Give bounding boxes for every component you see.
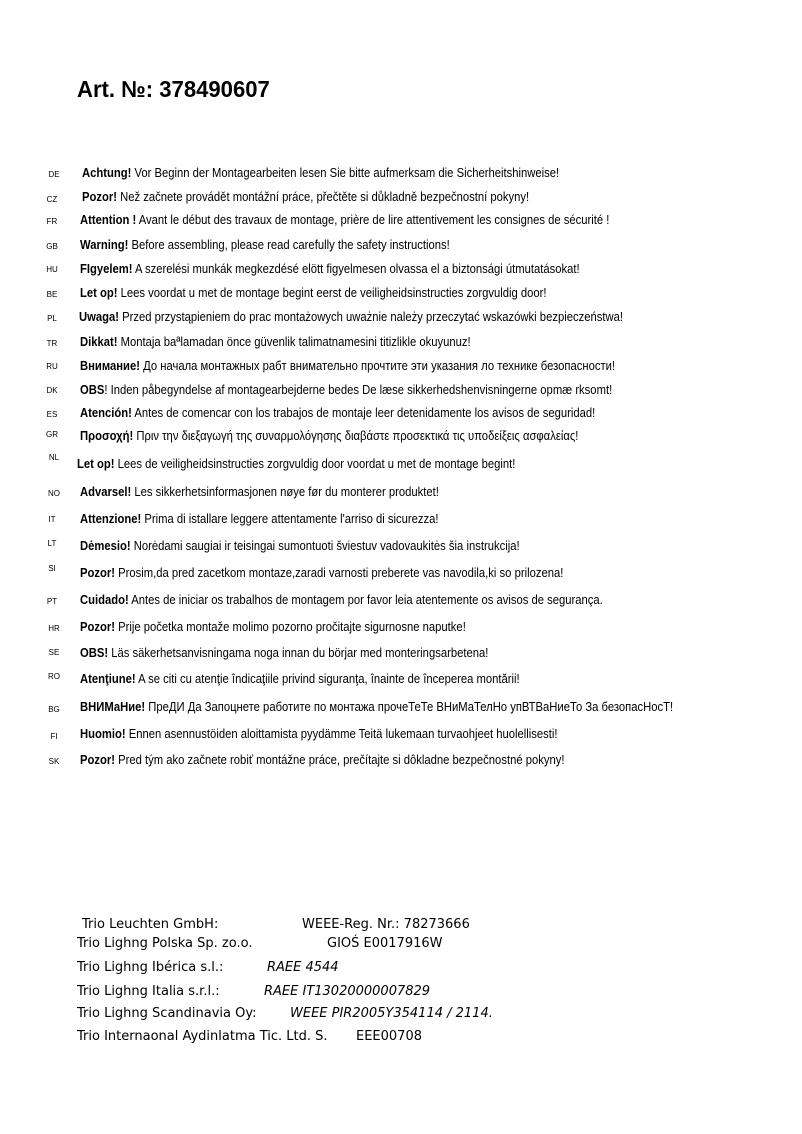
warning-text (80, 262, 580, 276)
warning-body: Prije početka montaže molimo pozorno pročitajte sigurnosne naputke! (115, 620, 466, 634)
warning-row (0, 310, 802, 330)
warning-body: Prima di istallare leggere attentamente l'arriso di sicurezza! (141, 512, 439, 526)
warning-text (79, 310, 623, 324)
warning-body: Przed przystąpieniem do prac montażowych uważnie należy przeczytać wskazówki bezpieczeństwa! (119, 310, 623, 324)
warning-row (0, 485, 802, 505)
warning-label: Atenţiune! (80, 672, 136, 686)
language-code: BE (46, 290, 58, 299)
warning-text (80, 566, 563, 580)
warning-label: Uwaga! (79, 310, 120, 324)
warning-label: Pozor! (82, 190, 118, 204)
warning-body: ПреДИ Да Запоцнете работите по монтажа прочеТеТе ВНиМаТелНо упВТВаНиеТо За безопасНосТ! (145, 700, 674, 714)
company-name: Trio Lighng Scandinavia Oy: (77, 1006, 257, 1021)
warning-text (82, 190, 529, 204)
language-code: ES (46, 410, 58, 419)
warning-label: Pozor! (80, 620, 116, 634)
warning-label: Let op! (80, 286, 118, 300)
warning-body: Lees de veiligheidsinstructies zorgvuldig door voordat u met de montage begint! (114, 457, 516, 471)
warning-body: Než začnete provádět montážní práce, přečtěte si důkladně bezpečnostní pokyny! (117, 190, 530, 204)
warning-text (80, 727, 558, 741)
warning-label: Pozor! (80, 566, 116, 580)
language-code: GB (46, 242, 58, 251)
warning-text (80, 593, 603, 607)
warning-body: Prosim,da pred zacetkom montaze,zaradi varnosti preberete vas navodila,ki so prilozena! (115, 566, 564, 580)
warning-label: Pozor! (80, 753, 116, 767)
language-code: BG (48, 705, 60, 714)
language-code: RO (48, 672, 60, 681)
registration-number: WEEE PIR2005Y354114 / 2114. (290, 1006, 493, 1021)
warning-text (80, 406, 595, 420)
warning-label: Внимание! (80, 359, 140, 373)
warning-text (80, 485, 439, 499)
warning-text (80, 753, 564, 767)
language-code: SI (48, 564, 56, 573)
warning-body: Antes de iniciar os trabalhos de montagem por favor leia atentemente os avisos de segurança. (128, 593, 603, 607)
warning-row (0, 383, 802, 403)
registration-number: RAEE 4544 (267, 960, 339, 975)
warning-body: A szerelési munkák megkezdésé elött figyelmesen olvassa el a biztonsági útmutatásokat! (132, 262, 580, 276)
language-code: NL (48, 453, 60, 462)
warning-label: Huomio! (80, 727, 126, 741)
language-code: IT (48, 515, 56, 524)
warning-body: Antes de comencar con los trabajos de montaje leer detenidamente los avisos de seguridad! (131, 406, 596, 420)
warning-row (0, 753, 802, 773)
warning-label: OBS! (80, 646, 109, 660)
warning-text (80, 286, 547, 300)
warning-text (80, 512, 439, 526)
warning-text (80, 359, 615, 373)
warning-label: Dikkat! (80, 335, 118, 349)
warning-text (82, 166, 559, 180)
company-name: Trio Lighng Ibérica s.l.: (77, 960, 224, 975)
warning-text (80, 383, 612, 397)
company-name: Trio Internaonal Aydinlatma Tic. Ltd. S. (77, 1029, 328, 1044)
warning-label: Dėmesio! (80, 539, 131, 553)
warning-label: Warning! (80, 238, 129, 252)
language-code: GR (46, 430, 58, 439)
warning-body: Norėdami saugiai ir teisingai sumontuoti šviestuv vadovaukitės šia instrukcija! (130, 539, 520, 553)
warning-body: До начала монтажных рабт внимательно прочтите эти указания ло технике безопасности! (139, 359, 616, 373)
warning-body: Les sikkerhetsinformasjonen nøye før du monterer produktet! (131, 485, 439, 499)
warning-row (0, 566, 802, 586)
language-code: SK (48, 757, 60, 766)
warning-body: Vor Beginn der Montagearbeiten lesen Sie bitte aufmerksam die Sicherheitshinweise! (131, 166, 560, 180)
warning-body: ! Inden påbegyndelse af montagearbejderne bedes De læse sikkerhedshenvisningerne opmæ rksomt! (104, 383, 613, 397)
language-code: CZ (46, 195, 58, 204)
warning-body: Ennen asennustöiden aloittamista pyydämme Teitä lukemaan turvaohjeet huolellisesti! (125, 727, 558, 741)
language-code: PT (46, 597, 58, 606)
warning-row (0, 213, 802, 233)
warning-row (0, 238, 802, 258)
language-code: TR (46, 339, 58, 348)
warning-row (0, 286, 802, 306)
warning-text (80, 335, 471, 349)
warning-label: OBS (80, 383, 105, 397)
warning-text (80, 238, 450, 252)
language-code: NO (48, 489, 60, 498)
warning-row (0, 190, 802, 210)
warning-label: Achtung! (82, 166, 132, 180)
warning-text (80, 646, 488, 660)
warning-row (0, 335, 802, 355)
warning-text (80, 429, 578, 443)
warning-body: Before assembling, please read carefully the safety instructions! (128, 238, 450, 252)
warning-label: Προσοχή! (80, 429, 134, 443)
warning-body: Läs säkerhetsanvisningama noga innan du börjar med monteringsarbetena! (108, 646, 489, 660)
language-code: SE (48, 648, 60, 657)
warning-row (0, 620, 802, 640)
registration-number: WEEE-Reg. Nr.: 78273666 (302, 917, 470, 932)
warning-body: Πριν την διεξαγωγή της συναρμολόγησης διαβάστε προσεκτικά τις υποδείξεις ασφαλείας! (133, 429, 579, 443)
warning-body: A se citi cu atenţie îndicaţiile privind siguranţa, înainte de începerea montării! (135, 672, 520, 686)
registration-number: EEE00708 (356, 1029, 422, 1044)
warning-row (0, 512, 802, 532)
language-code: PL (47, 314, 57, 323)
company-name: Trio Leuchten GmbH: (82, 917, 219, 932)
warning-label: FIgyelem! (80, 262, 133, 276)
warning-label: Advarsel! (80, 485, 132, 499)
warning-label: Attention ! (80, 213, 137, 227)
warning-row (0, 262, 802, 282)
warning-label: Attenzione! (80, 512, 142, 526)
warning-text (80, 672, 520, 686)
article-number: Art. №: 378490607 (77, 76, 270, 102)
warning-text (80, 539, 520, 553)
warning-row (0, 429, 802, 449)
language-code: HR (48, 624, 60, 633)
language-code: LT (47, 539, 57, 548)
warning-body: Pred tým ako začnete robiť montážne práce, prečítajte si dôkladne bezpečnostné pokyny! (115, 753, 565, 767)
warning-row (0, 359, 802, 379)
company-name: Trio Lighng Italia s.r.l.: (77, 984, 220, 999)
warning-label: Cuidado! (80, 593, 129, 607)
warning-row (0, 646, 802, 666)
warning-body: Montaja baªlamadan önce güvenlik talimatnamesini titizlikle okuyunuz! (117, 335, 471, 349)
language-code: FR (46, 217, 58, 226)
warning-row (0, 406, 802, 426)
warning-row (0, 453, 802, 477)
language-code: FI (50, 732, 58, 741)
warning-row (0, 539, 802, 559)
warning-body: Avant le début des travaux de montage, prière de lire attentivement les consignes de sécurité ! (136, 213, 610, 227)
language-code: DK (46, 386, 58, 395)
language-code: RU (46, 362, 58, 371)
registration-number: GIOŚ E0017916W (327, 936, 443, 951)
warning-text (80, 620, 466, 634)
warning-row (0, 727, 802, 747)
warning-row (0, 700, 802, 720)
warning-row (0, 166, 802, 186)
warning-text (77, 457, 515, 471)
warning-row (0, 593, 802, 613)
warning-row (0, 672, 802, 692)
warning-body: Lees voordat u met de montage begint eerst de veiligheidsinstructies zorgvuldig door! (117, 286, 547, 300)
warning-label: Atención! (80, 406, 132, 420)
registration-number: RAEE IT13020000007829 (264, 984, 431, 999)
language-code: DE (48, 170, 60, 179)
company-name: Trio Lighng Polska Sp. zo.o. (77, 936, 253, 951)
warning-label: ВНИМаНие! (80, 700, 146, 714)
warning-label: Let op! (77, 457, 115, 471)
language-code: HU (46, 265, 58, 274)
warning-text (80, 700, 673, 714)
warning-text (80, 213, 609, 227)
